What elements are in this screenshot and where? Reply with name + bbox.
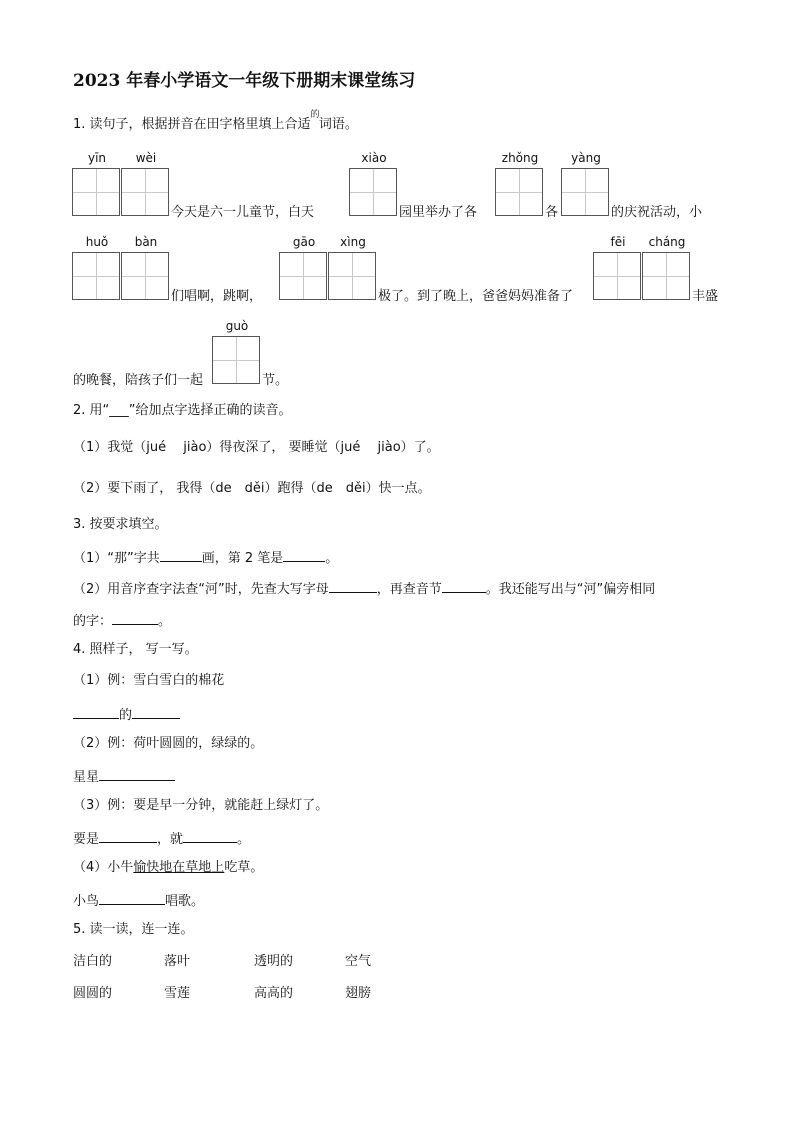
match-word[interactable]: 落叶 [164,954,191,969]
answer-blank[interactable] [132,706,180,719]
answer-blank[interactable] [99,830,157,843]
tianzige-box[interactable] [279,252,327,300]
q4-prompt: 4. 照样子， 写一写。 [73,642,198,657]
answer-blank[interactable] [112,612,158,625]
q1-line3-text1: 的晚餐，陪孩子们一起 [73,373,204,388]
pinyin-fei: fēi [610,235,626,249]
underlined-word: 在草地上 [172,860,225,875]
tianzige-box[interactable] [212,336,260,384]
match-word[interactable]: 圆圆的 [73,986,113,1001]
pinyin-yang: yàng [571,151,601,165]
q1-line1-text2: 园里举办了各 [399,205,478,220]
match-word[interactable]: 洁白的 [73,954,113,969]
tianzige-box[interactable] [593,252,641,300]
match-word[interactable]: 透明的 [254,954,294,969]
q2-item2: （2）要下雨了， 我得（de děi）跑得（de děi）快一点。 [73,481,431,496]
q1-line1-text1: 今天是六一儿童节，白天 [171,205,315,220]
q1-line2-text2: 极了。到了晚上，爸爸妈妈准备了 [378,289,574,304]
q4-answer2: 星星 [73,768,175,784]
tianzige-box[interactable] [349,168,397,216]
answer-blank[interactable] [329,580,377,593]
q1-line1-text3: 各 [545,205,559,220]
q1-line1-text4: 的庆祝活动，小 [611,205,703,220]
pinyin-yin: yīn [87,151,107,165]
q4-example2: （2）例：荷叶圆圆的，绿绿的。 [73,736,264,751]
tianzige-box[interactable] [121,168,169,216]
q4-example3: （3）例：要是早一分钟，就能赶上绿灯了。 [73,798,329,813]
pinyin-guo: guò [225,319,249,333]
q4-answer1: 的 [73,706,180,722]
q4-example1: （1）例：雪白雪白的棉花 [73,673,225,688]
q2-item1: （1）我觉（jué jiào）得夜深了， 要睡觉（jué jiào）了。 [73,440,440,455]
page-title: 2023 年春小学语文一年级下册期末课堂练习 [73,71,416,91]
q3-item1: （1）“那”字共 画，第 2 笔是 。 [73,551,339,566]
pinyin-chang: cháng [648,235,686,249]
q4-example4: （4）小牛愉快地在草地上吃草。 [73,860,264,875]
answer-blank[interactable] [73,706,119,719]
answer-blank[interactable] [183,830,237,843]
q1-prompt-text-end: 词语。 [318,117,358,132]
q4-answer3: 要是 ，就 。 [73,832,251,847]
pinyin-xing: xìng [340,235,366,249]
pinyin-huo: huǒ [85,235,109,249]
q5-prompt: 5. 读一读，连一连。 [73,922,194,937]
tianzige-box[interactable] [561,168,609,216]
tianzige-box[interactable] [642,252,690,300]
answer-blank[interactable] [283,549,325,562]
pinyin-gao: gāo [292,235,316,249]
tianzige-box[interactable] [121,252,169,300]
tianzige-box[interactable] [72,252,120,300]
pinyin-ban: bàn [134,235,158,249]
answer-blank[interactable] [99,768,175,781]
pinyin-xiao: xiào [361,151,387,165]
q3-prompt: 3. 按要求填空。 [73,517,168,532]
q1-dot-mark: 的 [310,110,320,120]
answer-blank[interactable] [442,580,486,593]
tianzige-box[interactable] [72,168,120,216]
match-word[interactable]: 高高的 [254,986,294,1001]
tianzige-box[interactable] [495,168,543,216]
match-word[interactable]: 翅膀 [345,986,372,1001]
q1-prompt [73,110,358,132]
answer-blank[interactable] [99,892,165,905]
pinyin-wei: wèi [135,151,157,165]
match-word[interactable]: 雪莲 [164,986,191,1001]
q1-line3-text2: 节。 [262,373,289,388]
underlined-word: 愉快地 [133,860,173,875]
answer-blank[interactable] [160,549,202,562]
q1-prompt-text: 1. 读句子，根据拼音在田字格里填上合适 [73,117,311,132]
tianzige-box[interactable] [328,252,376,300]
q4-answer4: 小鸟 唱歌。 [73,894,205,909]
match-word[interactable]: 空气 [345,954,372,969]
q1-line2-text1: 们唱啊，跳啊， [171,289,263,304]
q3-item2: （2）用音序查字法查“河”时，先查大写字母 ，再查音节 。我还能写出与“河”偏旁相同 [73,582,656,597]
q3-item2-cont: 的字： 。 [73,614,172,629]
pinyin-zhong: zhǒng [501,151,539,165]
q2-prompt: 2. 用“___”给加点字选择正确的读音。 [73,403,292,418]
q1-line2-text3: 丰盛 [692,289,719,304]
